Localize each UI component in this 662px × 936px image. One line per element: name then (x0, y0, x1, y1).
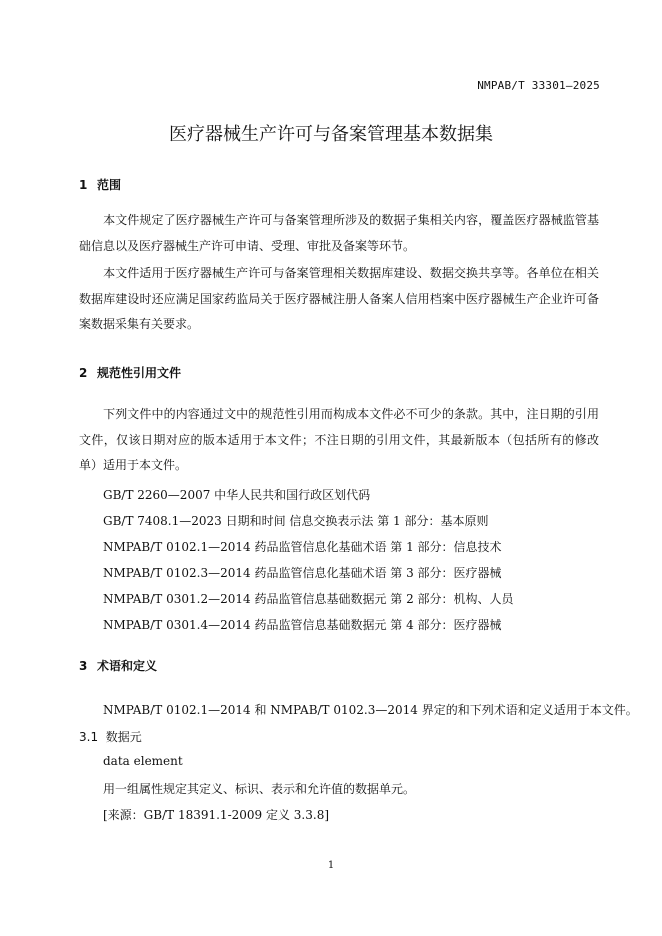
scope-paragraph-2 (79, 261, 599, 338)
term-english: data element (103, 754, 183, 768)
document-title: 医疗器械生产许可与备案管理基本数据集 (169, 124, 493, 145)
term-definition: 用一组属性规定其定义、标识、表示和允许值的数据单元。 (103, 782, 416, 796)
reference-item: NMPAB/T 0301.4—2014 药品监管信息基础数据元 第 4 部分：医疗器械 (103, 618, 502, 632)
term-3-1-heading (79, 728, 142, 745)
references-intro (79, 402, 599, 479)
section-2-number: 2 (79, 366, 88, 380)
reference-item: GB/T 7408.1—2023 日期和时间 信息交换表示法 第 1 部分：基本原则 (103, 514, 489, 528)
term-source: [来源：GB/T 18391.1-2009 定义 3.3.8] (103, 808, 330, 822)
terms-intro: NMPAB/T 0102.1—2014 和 NMPAB/T 0102.3—2014 界定的和下列术语和定义适用于本文件。 (103, 703, 638, 717)
page-number: 1 (327, 860, 335, 871)
section-1-title: 范围 (97, 178, 122, 192)
scope-paragraph-1 (79, 208, 599, 259)
section-1-heading (79, 176, 121, 193)
section-3-heading (79, 657, 157, 674)
references-intro-text: 下列文件中的内容通过文中的规范性引用而构成本文件必不可少的条款。其中，注日期的引用文件，仅该日期对应的版本适用于本文件；不注日期的引用文件，其最新版本（包括所有的修改单）适用于本文件。 (79, 407, 599, 472)
section-2-title: 规范性引用文件 (97, 366, 182, 380)
scope-paragraph-2-text: 本文件适用于医疗器械生产许可与备案管理相关数据库建设、数据交换共享等。各单位在相关数据库建设时还应满足国家药监局关于医疗器械注册人备案人信用档案中医疗器械生产企业许可备案数据采集有关要求。 (79, 266, 599, 331)
scope-paragraph-1-text: 本文件规定了医疗器械生产许可与备案管理所涉及的数据子集相关内容，覆盖医疗器械监管基础信息以及医疗器械生产许可申请、受理、审批及备案等环节。 (79, 213, 599, 253)
term-name: 数据元 (105, 730, 142, 744)
section-3-title: 术语和定义 (97, 659, 158, 673)
standard-code: NMPAB/T 33301—2025 (477, 79, 600, 92)
reference-item: GB/T 2260—2007 中华人民共和国行政区划代码 (103, 488, 371, 502)
section-1-number: 1 (79, 178, 88, 192)
reference-item: NMPAB/T 0102.3—2014 药品监管信息化基础术语 第 3 部分：医疗器械 (103, 566, 502, 580)
term-number: 3.1 (79, 730, 99, 744)
section-3-number: 3 (79, 659, 88, 673)
reference-item: NMPAB/T 0102.1—2014 药品监管信息化基础术语 第 1 部分：信息技术 (103, 540, 502, 554)
section-2-heading (79, 364, 181, 381)
reference-item: NMPAB/T 0301.2—2014 药品监管信息基础数据元 第 2 部分：机构、人员 (103, 592, 514, 606)
